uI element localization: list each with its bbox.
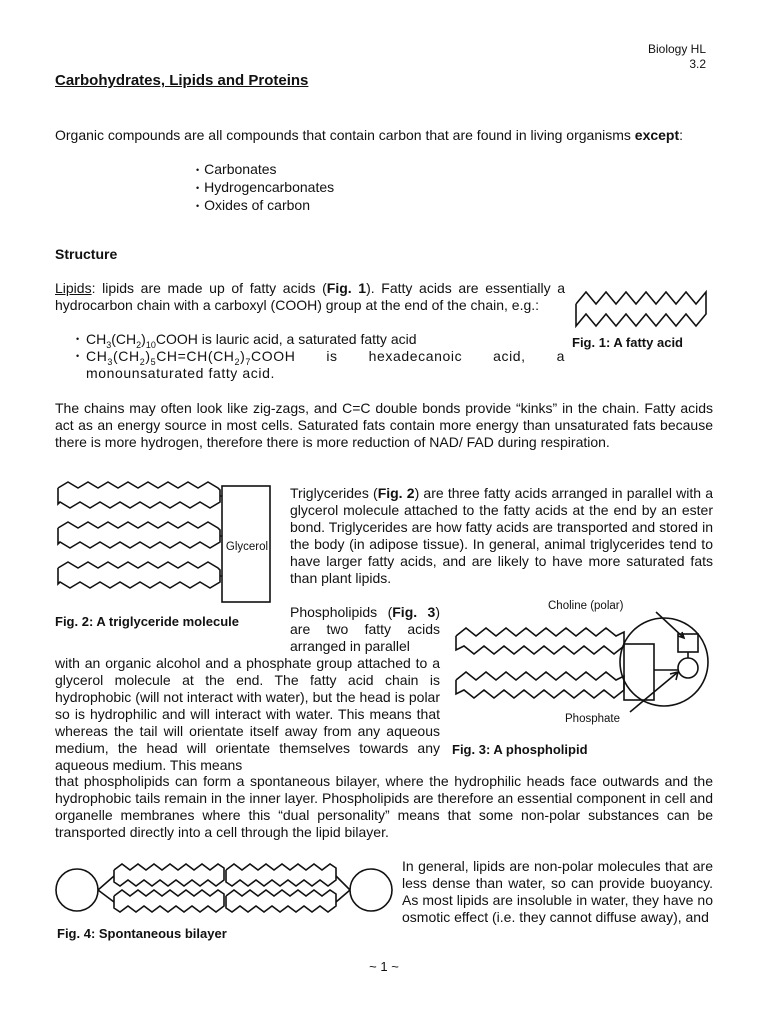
intro-colon: :	[679, 127, 684, 143]
header	[648, 42, 706, 72]
formula-text: CH=CH(CH	[156, 348, 235, 364]
triglycerides-text-a: Triglycerides (	[290, 485, 378, 501]
fatty-acid-chain	[226, 890, 336, 912]
formula-sub: 2	[139, 356, 146, 367]
formula-text: COOH is lauric acid, a saturated fatty acid	[155, 331, 417, 347]
formula-sub: 2	[136, 339, 142, 350]
formula-text: (CH	[113, 348, 140, 364]
triglycerides-paragraph	[290, 485, 713, 587]
fig4-bilayer-diagram	[54, 860, 394, 922]
fig1-fatty-acid-diagram	[572, 284, 712, 336]
phosphate-label: Phosphate	[565, 713, 620, 725]
formula-list	[78, 331, 565, 382]
choline-pointer	[656, 612, 684, 638]
fatty-acid-chain	[576, 292, 706, 326]
formula-sub: 3	[106, 339, 112, 350]
intro-text: Organic compounds are all compounds that contain carbon that are found in living organisms	[55, 127, 631, 143]
glycerol-box	[624, 644, 654, 700]
phospholipids-text-a: Phospholipids (	[290, 604, 393, 620]
phospholipid-head	[350, 869, 392, 911]
fatty-acid-chain	[58, 482, 220, 508]
formula-text: )	[240, 348, 246, 364]
choline-label: Choline (polar)	[548, 600, 624, 612]
lipids-text-b: ). Fatty acids are essentially a hydrocarbon chain with a carboxyl (COOH) group at the end of the chain, e.g.:	[55, 280, 566, 313]
triglycerides-text-b: ) are three fatty acids arranged in parallel with a glycerol molecule attached to the fatty acids at the end by an ester bond. Triglycerides are how fatty acids are transported and stored in the body (in adipose tissue). In general, animal triglycerides tend to have larger fatty acids, and are likely to have more saturated fats than plant lipids.	[290, 485, 713, 586]
formula-text: (CH	[111, 331, 137, 347]
formula-text: COOH is hexadecanoic acid, a monounsaturated fatty acid.	[86, 348, 565, 381]
formula-text: )	[141, 331, 146, 347]
formula-text: CH	[86, 348, 108, 364]
intro-except: except	[634, 127, 680, 143]
general-paragraph: In general, lipids are non-polar molecules that are less dense than water, so can provide buoyancy. As most lipids are insoluble in water, they have no osmotic effect (i.e. they cannot diffuse away), and	[402, 858, 713, 925]
phospholipid-head	[56, 869, 98, 911]
section-heading: Structure	[55, 246, 118, 262]
fig3-caption: Fig. 3: A phospholipid	[452, 742, 588, 757]
list-item	[78, 331, 565, 348]
formula-sub: 5	[150, 356, 157, 367]
glycerol-label: Glycerol	[225, 541, 269, 553]
fatty-acid-chain	[226, 864, 336, 886]
lipids-text-a: : lipids are made up of fatty acids (	[91, 280, 327, 296]
fatty-acid-chain	[114, 864, 224, 886]
list-item: • Hydrogencarbonates	[196, 179, 334, 197]
formula-text: CH	[86, 331, 107, 347]
chains-paragraph: The chains may often look like zig-zags, and C=C double bonds provide “kinks” in the chain. Fatty acids act as an energy source in most cells. Saturated fats contain more energy than unsaturated fats because there is more hydrogen, therefore there is more reduction of NAD/ FAD during respiration.	[55, 400, 713, 450]
fig3-ref: Fig. 3	[392, 604, 436, 620]
phospholipids-paragraph-end: that phospholipids can form a spontaneous bilayer, where the hydrophilic heads face outwards and the hydrophobic tails remain in the inner layer. Phospholipids are therefore an essential component in cell and organelle membranes where this “dual personality” means that some non-polar substances can be transported directly into a cell through the lipid bilayer.	[55, 773, 713, 840]
fig2-caption: Fig. 2: A triglyceride molecule	[55, 614, 239, 629]
intro-paragraph	[55, 127, 713, 144]
phospholipids-paragraph	[290, 604, 440, 655]
lipids-paragraph	[55, 280, 565, 314]
fatty-acid-chain	[456, 628, 624, 654]
phospholipids-text-b: ) are two fatty acids arranged in parallel	[290, 604, 440, 654]
phospholipids-paragraph-cont: with an organic alcohol and a phosphate group attached to a glycerol molecule at the end. The fatty acid chain is hydrophobic (will not interact with water), but the head is polar so is hydrophilic and will interact with water. This means that whereas the tail will orientate itself away from any aqueous medium, the head will orientate themselves towards any aqueous medium. This means	[55, 655, 440, 773]
fatty-acid-chain	[58, 522, 220, 548]
phosphate-circle	[678, 658, 698, 678]
formula-sub: 7	[245, 356, 251, 367]
formula-text: )	[145, 348, 151, 364]
page-number: ~ 1 ~	[369, 959, 399, 974]
list-item	[78, 348, 565, 382]
fig1-ref: Fig. 1	[326, 280, 367, 296]
header-subject: Biology HL	[647, 42, 706, 56]
header-section: 3.2	[689, 57, 706, 71]
list-item: • Carbonates	[196, 161, 334, 179]
formula-sub: 2	[234, 356, 241, 367]
phospholipid-head	[620, 618, 708, 706]
formula-sub: 10	[145, 339, 156, 350]
fig4-caption: Fig. 4: Spontaneous bilayer	[57, 926, 227, 941]
page-title: Carbohydrates, Lipids and Proteins	[55, 72, 309, 89]
fatty-acid-chain	[456, 672, 624, 698]
fatty-acid-chain	[114, 890, 224, 912]
fatty-acid-chain	[58, 562, 220, 588]
formula-sub: 3	[107, 356, 114, 367]
fig1-caption: Fig. 1: A fatty acid	[572, 335, 683, 350]
list-item: • Oxides of carbon	[196, 197, 334, 215]
exceptions-list	[196, 161, 334, 215]
lipids-term: Lipids	[55, 280, 92, 296]
fig2-ref: Fig. 2	[377, 485, 415, 501]
